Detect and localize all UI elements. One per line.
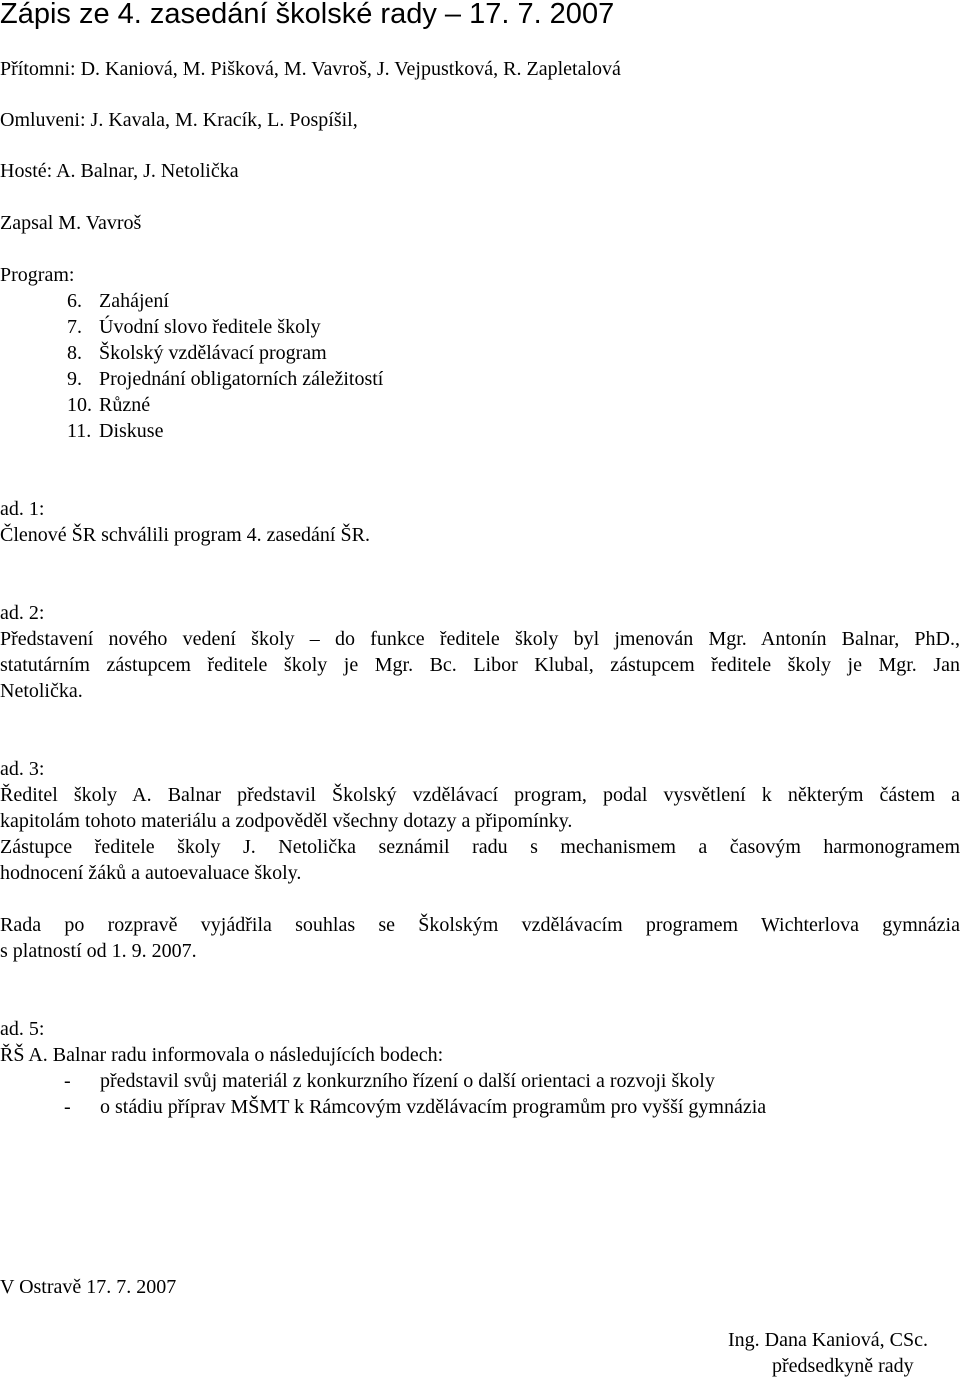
section-ad3-line: s platností od 1. 9. 2007.: [0, 940, 197, 962]
list-dash: -: [64, 1070, 71, 1092]
section-ad3-line: Ředitel školy A. Balnar představil Školský vzdělávací program, podal vysvětlení k některým částem a: [0, 784, 960, 806]
recorded-by: Zapsal M. Vavroš: [0, 212, 142, 234]
program-item-number: 8.: [67, 342, 82, 364]
program-item-text: Různé: [99, 394, 151, 416]
program-item-text: Diskuse: [99, 420, 164, 442]
section-ad2-label: ad. 2:: [0, 602, 45, 624]
section-ad2-line: Netolička.: [0, 680, 83, 702]
section-ad3-label: ad. 3:: [0, 758, 45, 780]
section-ad3-line: hodnocení žáků a autoevaluace školy.: [0, 862, 302, 884]
program-item-number: 11.: [67, 420, 92, 442]
program-item: [67, 314, 321, 340]
program-item-text: Projednání obligatorních záležitostí: [99, 368, 384, 390]
program-item-number: 10.: [67, 394, 92, 416]
section-ad1-label: ad. 1:: [0, 498, 45, 520]
signatory-name: Ing. Dana Kaniová, CSc.: [728, 1329, 928, 1351]
section-ad5-label: ad. 5:: [0, 1018, 45, 1040]
program-item: [67, 340, 327, 366]
program-item-number: 9.: [67, 368, 82, 390]
program-item-number: 7.: [67, 316, 82, 338]
signatory-role: předsedkyně rady: [772, 1355, 914, 1377]
program-item-text: Zahájení: [99, 290, 169, 312]
list-item-text: představil svůj materiál z konkurzního řízení o další orientaci a rozvoji školy: [100, 1070, 715, 1092]
attendance-excused: Omluveni: J. Kavala, M. Kracík, L. Pospíšil,: [0, 109, 358, 131]
section-ad3-line: Zástupce ředitele školy J. Netolička seznámil radu s mechanismem a časovým harmonogramem: [0, 836, 960, 858]
program-item: [67, 418, 163, 444]
section-ad2-line: Představení nového vedení školy – do funkce ředitele školy byl jmenován Mgr. Antonín Balnar, PhD.,: [0, 628, 960, 650]
program-item: [67, 288, 169, 314]
section-ad3-line: kapitolám tohoto materiálu a zodpověděl všechny dotazy a připomínky.: [0, 810, 573, 832]
section-ad3-line: Rada po rozpravě vyjádřila souhlas se Školským vzdělávacím programem Wichterlova gymnázia: [0, 914, 960, 936]
attendance-present: Přítomni: D. Kaniová, M. Pišková, M. Vavroš, J. Vejpustková, R. Zapletalová: [0, 58, 621, 80]
attendance-guests: Hosté: A. Balnar, J. Netolička: [0, 160, 239, 182]
list-item-text: o stádiu příprav MŠMT k Rámcovým vzdělávacím programům pro vyšší gymnázia: [100, 1096, 767, 1118]
program-label: Program:: [0, 264, 75, 286]
program-item: [67, 392, 150, 418]
document-title: Zápis ze 4. zasedání školské rady – 17. 7. 2007: [0, 0, 615, 30]
section-ad1-text: Členové ŠR schválili program 4. zasedání ŠR.: [0, 524, 370, 546]
list-item: [64, 1094, 766, 1120]
program-item: [67, 366, 383, 392]
program-item-text: Školský vzdělávací program: [99, 342, 327, 364]
program-item-text: Úvodní slovo ředitele školy: [99, 316, 321, 338]
program-item-number: 6.: [67, 290, 82, 312]
section-ad2-line: statutárním zástupcem ředitele školy je Mgr. Bc. Libor Klubal, zástupcem ředitele školy je Mgr. Jan: [0, 654, 960, 676]
list-dash: -: [64, 1096, 71, 1118]
list-item: [64, 1068, 715, 1094]
section-ad5-intro: ŘŠ A. Balnar radu informovala o následujících bodech:: [0, 1044, 444, 1066]
place-date: V Ostravě 17. 7. 2007: [0, 1276, 177, 1298]
